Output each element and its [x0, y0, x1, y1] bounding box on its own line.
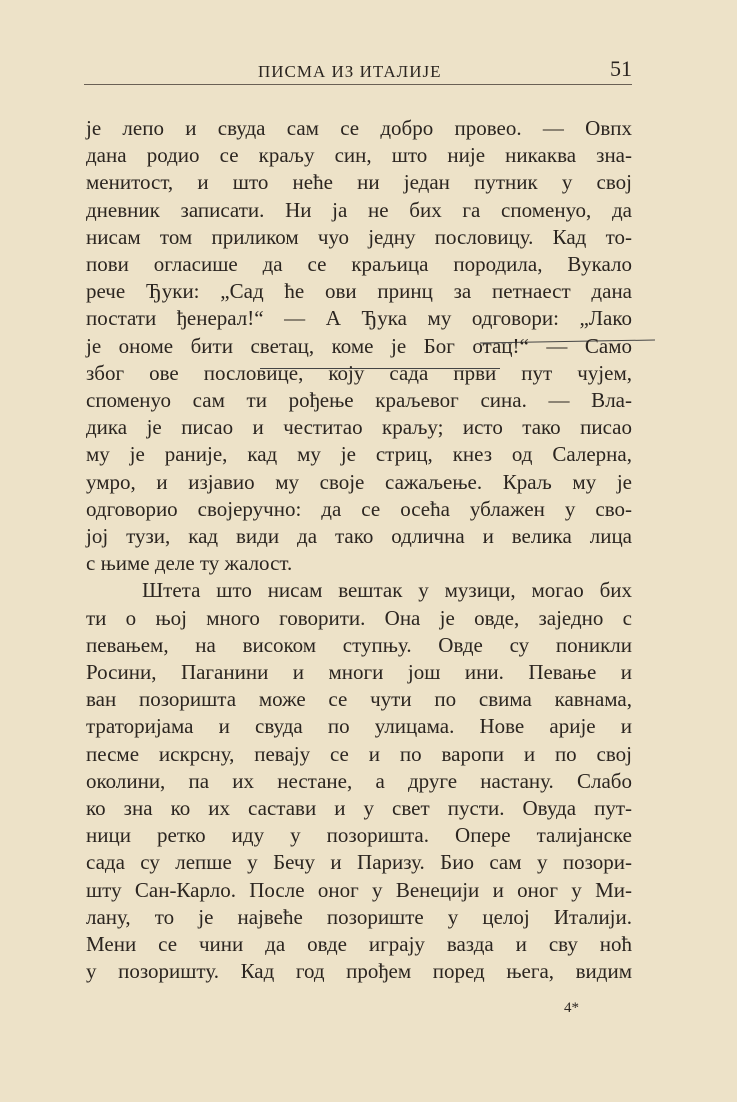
text-line: шту Сан-Карло. После оног у Венецији и оног у Ми-	[86, 877, 632, 902]
text-line: рече Ђуки: „Сад ће ови принц за петнаест дана	[86, 279, 632, 304]
text-line: ници ретко иду у позоришта. Опере талијанске	[86, 823, 632, 848]
text-line: дана родио се краљу син, што није никаква зна-	[86, 143, 632, 168]
text-line: Штета што нисам вештак у музици, могао бих	[142, 578, 632, 603]
text-line: песме искрсну, певају се и по варопи и по свој	[86, 741, 632, 766]
body-text	[86, 115, 632, 986]
text-line: ко зна ко их састави и у свет пусти. Овуда пут-	[86, 796, 632, 821]
text-line: сада су лепше у Бечу и Паризу. Био сам у позори-	[86, 850, 632, 875]
text-line: због ове пословице, коју сада први пут чујем,	[86, 360, 632, 385]
text-line: дика је писао и честитао краљу; исто тако писао	[86, 415, 632, 440]
text-line: траторијама и свуда по улицама. Нове арије и	[86, 714, 632, 739]
paragraph-2	[86, 577, 632, 985]
paragraph-1	[86, 115, 632, 577]
text-line: постати ђенерал!“ — А Ђука му одговори: „Лако	[86, 306, 632, 331]
text-line: умро, и изјавио му своје сажаљење. Краљ му је	[86, 469, 632, 494]
text-line: ван позоришта може се чути по свима кавнама,	[86, 687, 632, 712]
running-head-title: ПИСМА ИЗ ИТАЛИЈЕ	[258, 62, 442, 81]
text-line: је лепо и свуда сам се добро провео. — Овпх	[86, 116, 632, 140]
text-line: менитост, и што неће ни један путник у свој	[86, 170, 632, 195]
running-head	[84, 56, 632, 85]
text-line: у позоришту. Кад год прођем поред њега, видим	[86, 959, 632, 984]
text-line: Росини, Паганини и многи још ини. Певање и	[86, 660, 632, 685]
text-line: му је раније, кад му је стриц, кнез од Салерна,	[86, 442, 632, 467]
text-line: нисам том приликом чуо једну пословицу. Кад то-	[86, 224, 632, 249]
page-number: 51	[610, 56, 632, 81]
text-line: одговорио својеручно: да се осећа ублажен у сво-	[86, 496, 632, 521]
text-line: јој тузи, кад види да тако одлична и велика лица	[86, 524, 632, 549]
text-line: Мени се чини да овде играју вазда и сву ноћ	[86, 932, 632, 957]
text-line: околини, па их нестане, а друге настану. Слабо	[86, 768, 632, 793]
text-line: певањем, на високом ступњу. Овде су поникли	[86, 632, 632, 657]
text-line: пови огласише да се краљица породила, Вукало	[86, 252, 632, 277]
text-line: ти о њој много говорити. Она је овде, заједно с	[86, 605, 632, 630]
text-line: је ономе бити светац, коме је Бог отац!“ — Само	[86, 333, 632, 358]
text-line: споменуо сам ти рођење краљевог сина. — Вла-	[86, 388, 632, 413]
text-line: с њиме деле ту жалост.	[86, 551, 293, 576]
text-line: лану, то је највеће позориште у целој Италији.	[86, 904, 632, 929]
signature-mark: 4*	[564, 1000, 579, 1016]
text-line: дневник записати. Ни ја не бих га споменуо, да	[86, 197, 632, 222]
